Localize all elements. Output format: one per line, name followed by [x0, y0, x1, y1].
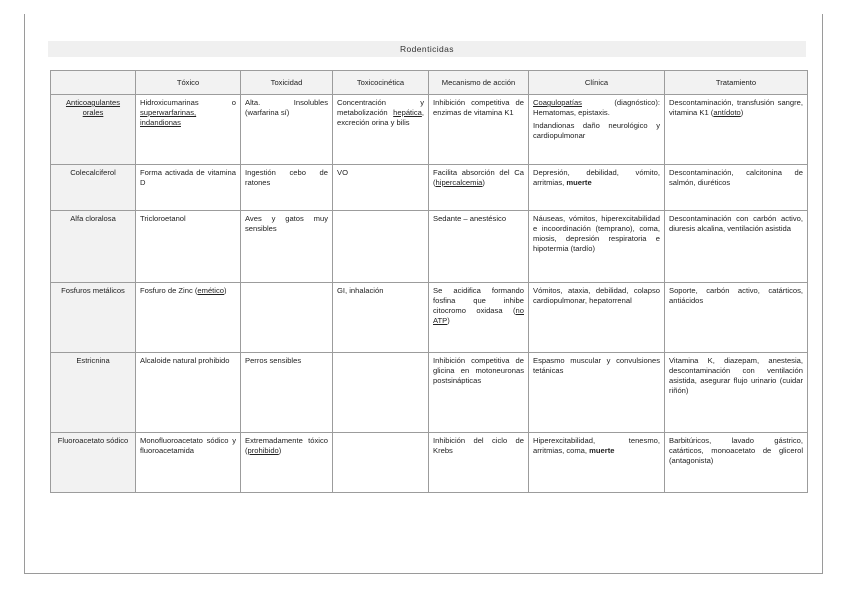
- tratamiento-cell: Descontaminación, transfusión sangre, vitamina K1 (antídoto): [665, 95, 808, 165]
- tratamiento-cell: Vitamina K, diazepam, anestesia, descontaminación con ventilación asistida, asegurar flujo urinario (cuidar riñón): [665, 353, 808, 433]
- toxico-cell: Alcaloide natural prohibido: [136, 353, 241, 433]
- toxicidad-cell: Perros sensibles: [241, 353, 333, 433]
- table-header-row: [51, 71, 808, 95]
- mecanismo-cell: Inhibición competitiva de enzimas de vitamina K1: [429, 95, 529, 165]
- table-row: [51, 211, 808, 283]
- toxico-cell: Monofluoroacetato sódico y fluoroacetamida: [136, 433, 241, 493]
- row-header-cell: [51, 95, 136, 165]
- clinica-cell: Vómitos, ataxia, debilidad, colapso cardiopulmonar, hepatorrenal: [529, 283, 665, 353]
- row-header-cell: Estricnina: [51, 353, 136, 433]
- table-row: [51, 165, 808, 211]
- header-cell-tratamiento: Tratamiento: [665, 71, 808, 95]
- table-row: [51, 95, 808, 165]
- header-cell-toxicocinetica: Toxicocinética: [333, 71, 429, 95]
- toxicidad-cell: Extremadamente tóxico (prohibido): [241, 433, 333, 493]
- header-cell-toxicidad: Toxicidad: [241, 71, 333, 95]
- clinica-cell: Hiperexcitabilidad, tenesmo, arritmias, coma, muerte: [529, 433, 665, 493]
- clinica-cell: Depresión, debilidad, vómito, arritmias, muerte: [529, 165, 665, 211]
- toxico-cell: Tricloroetanol: [136, 211, 241, 283]
- toxicidad-cell: Alta. Insolubles (warfarina sí): [241, 95, 333, 165]
- table-row: [51, 283, 808, 353]
- toxico-cell: Forma activada de vitamina D: [136, 165, 241, 211]
- tratamiento-cell: Descontaminación con carbón activo, diuresis alcalina, ventilación asistida: [665, 211, 808, 283]
- toxicocinetica-cell: [333, 433, 429, 493]
- row-header-cell: Colecalciferol: [51, 165, 136, 211]
- clinica-cell: Náuseas, vómitos, hiperexcitabilidad e incoordinación (temprano), coma, miosis, depresión respiratoria e hipotermia (tardío): [529, 211, 665, 283]
- mecanismo-cell: Sedante – anestésico: [429, 211, 529, 283]
- toxicidad-cell: [241, 283, 333, 353]
- header-cell-toxico: Tóxico: [136, 71, 241, 95]
- tratamiento-cell: Barbitúricos, lavado gástrico, catárticos, monoacetato de glicerol (antagonista): [665, 433, 808, 493]
- toxicocinetica-cell: [333, 211, 429, 283]
- toxicidad-cell: Ingestión cebo de ratones: [241, 165, 333, 211]
- row-header-text: Anticoagulantes orales: [65, 98, 121, 117]
- clinica-cell: Coagulopatías (diagnóstico): Hematomas, epistaxis. Indandionas daño neurológico y cardiopulmonar: [529, 95, 665, 165]
- tratamiento-cell: Descontaminación, calcitonina de salmón, diuréticos: [665, 165, 808, 211]
- document-title: Rodenticidas: [48, 41, 806, 57]
- toxicocinetica-cell: [333, 353, 429, 433]
- row-header-cell: Fosfuros metálicos: [51, 283, 136, 353]
- row-header-cell: Fluoroacetato sódico: [51, 433, 136, 493]
- toxico-cell: Fosfuro de Zinc (emético): [136, 283, 241, 353]
- clinica-cell: Espasmo muscular y convulsiones tetánicas: [529, 353, 665, 433]
- mecanismo-cell: Inhibición competitiva de glicina en motoneuronas postsinápticas: [429, 353, 529, 433]
- mecanismo-cell: Facilita absorción del Ca (hipercalcemia): [429, 165, 529, 211]
- table-row: [51, 353, 808, 433]
- mecanismo-cell: Inhibición del ciclo de Krebs: [429, 433, 529, 493]
- rodenticides-table: [50, 70, 808, 493]
- tratamiento-cell: Soporte, carbón activo, catárticos, antiácidos: [665, 283, 808, 353]
- row-header-cell: Alfa cloralosa: [51, 211, 136, 283]
- toxicidad-cell: Aves y gatos muy sensibles: [241, 211, 333, 283]
- toxicocinetica-cell: VO: [333, 165, 429, 211]
- table-row: [51, 433, 808, 493]
- header-cell-clinica: Clínica: [529, 71, 665, 95]
- toxicocinetica-cell: Concentración y metabolización hepática, excreción orina y bilis: [333, 95, 429, 165]
- mecanismo-cell: Se acidifica formando fosfina que inhibe citocromo oxidasa (no ATP): [429, 283, 529, 353]
- toxico-cell: Hidroxicumarinas o superwarfarinas, indandionas: [136, 95, 241, 165]
- toxicocinetica-cell: GI, inhalación: [333, 283, 429, 353]
- header-cell-empty: [51, 71, 136, 95]
- header-cell-mecanismo: Mecanismo de acción: [429, 71, 529, 95]
